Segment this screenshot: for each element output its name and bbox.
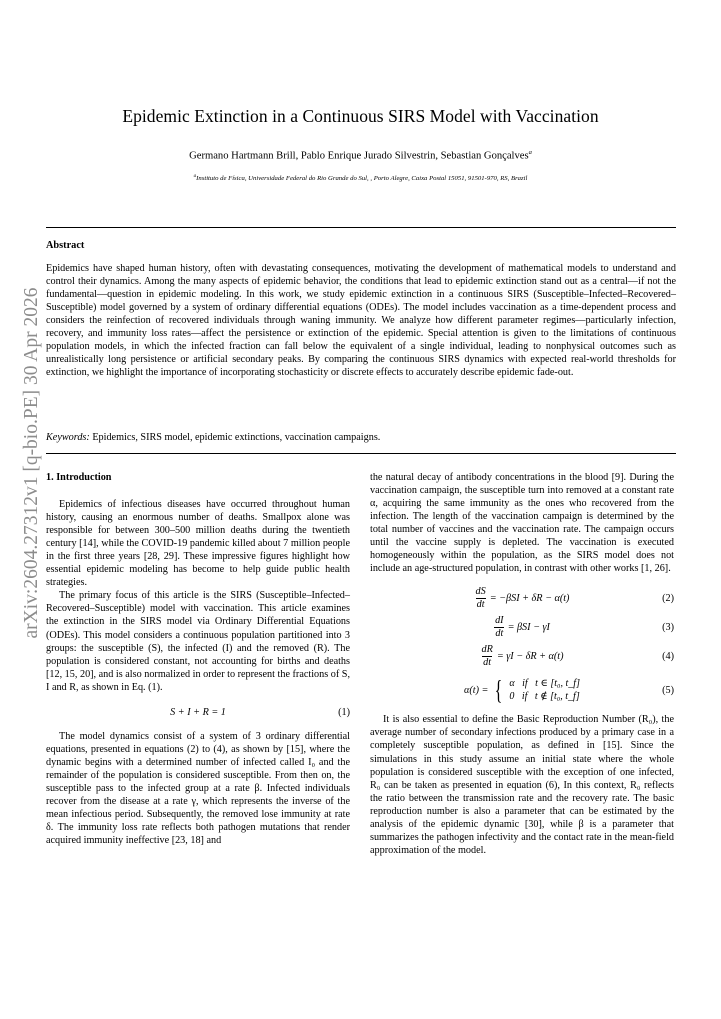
keywords-text: Epidemics, SIRS model, epidemic extinctions, vaccination campaigns.: [92, 432, 381, 443]
affiliation-text: Instituto de Física, Universidade Federal do Rio Grande do Sul, , Porto Alegre, Caixa Postal 15051, 91501-970, RS, Brazil: [196, 175, 528, 183]
abstract-bottom-rule: [46, 453, 676, 454]
affil-marker: a: [193, 174, 197, 179]
affiliation: [0, 174, 721, 182]
equation-4-rhs: = γI − δR + α(t): [496, 650, 564, 662]
intro-paragraph-3: The model dynamics consist of a system of 3 ordinary differential equations, presented in equations (2) to (4), as shown by [15], where the dynamic begins with a determined number of infected called I₀ and the remainder of the population is considered susceptible. From then on, the susceptible pass to the infected group at a rate β. Infected individuals recover from the disease at a rate γ, which represents the inverse of the mean infectious period. Subsequently, the removed lose immunity at rate δ. The immunity loss rate reflects both pathogen mutations that render acquired immunity ineffective [23, 18] and: [46, 730, 350, 847]
equation-3: [370, 614, 674, 640]
equation-5-rows: [509, 677, 580, 703]
equation-4-fraction: [480, 644, 493, 669]
arxiv-identifier[interactable]: arXiv:2604.27312v1 [q-bio.PE] 30 Apr 2026: [21, 287, 42, 639]
abstract-top-rule: [46, 227, 676, 228]
equation-2-denominator: dt: [476, 598, 485, 610]
equation-5-lhs: α(t) =: [464, 684, 489, 696]
equation-5-cases: [492, 674, 580, 705]
keywords-label: Keywords:: [46, 432, 90, 443]
equation-3-numerator: dI: [495, 614, 504, 626]
equation-4-denominator: dt: [483, 656, 492, 668]
paper-title: Epidemic Extinction in a Continuous SIRS Model with Vaccination: [122, 106, 599, 126]
equation-2-number: (2): [662, 592, 674, 604]
abstract-text: Epidemics have shaped human history, often with devastating consequences, motivating the development of mathematical models to understand and control their dynamics. Among the many aspects of epidemic behavior, the conditions that lead to epidemic extinction stand out as a central—if not the fundamental—question in epidemic modeling. In this work, we study epidemic extinction in a continuous SIRS (Susceptible–Infected–Recovered–Susceptible) model governed by a system of ordinary differential equations (ODEs). The model includes vaccination as a time-dependent process and considers the reinfection of recovered individuals through waning immunity. We analyze how different parameter regimes—particularly infection, recovery, and immunity loss rates—affect the persistence or extinction of the epidemic. Special attention is given to the limitations of continuous population models, in which the infected fraction can fall below the equivalent of a single individual, leading to nonphysical outcomes such as unrealistically long persistence or artificial secondary peaks. By comparing the continuous SIRS dynamics with expected real-world thresholds for extinction, we highlight the importance of incorporating stochasticity or discrete effects to accurately describe epidemic fade-out.: [46, 263, 676, 379]
equation-5-row-2: 0 if t ∉ [t₀, t_f]: [509, 691, 580, 703]
author-affil-marker: a: [528, 149, 532, 156]
equation-4: [370, 643, 674, 669]
left-column: [46, 471, 350, 847]
right-column: [370, 471, 674, 857]
left-brace-glyph: {: [495, 674, 503, 705]
equation-3-number: (3): [662, 621, 674, 633]
author-list: [0, 149, 721, 162]
abstract-heading: Abstract: [46, 240, 85, 251]
equation-1: [46, 700, 350, 726]
equation-1-number: (1): [338, 707, 350, 719]
equation-5: [370, 675, 674, 705]
intro-paragraph-1: Epidemics of infectious diseases have occurred throughout human history, causing an enormous number of deaths. Smallpox alone was responsible for between 300–500 million deaths during the twentieth century [14], while the COVID-19 pandemic killed about 7 million people in the first three years [28, 29]. These impressive figures highlight how essential epidemic modeling has become to help guide public health strategies.: [46, 499, 350, 589]
equation-3-rhs: = βSI − γI: [507, 621, 550, 633]
equation-1-body: S + I + R = 1: [170, 707, 226, 719]
section-heading-introduction: 1. Introduction: [46, 472, 112, 483]
equation-2-fraction: [475, 586, 487, 611]
author-names: Germano Hartmann Brill, Pablo Enrique Jurado Silvestrin, Sebastian Gonçalves: [189, 150, 529, 162]
equation-2-rhs: = −βSI + δR − α(t): [489, 592, 570, 604]
keywords-line: [46, 432, 676, 443]
equation-4-number: (4): [662, 650, 674, 662]
equation-2-numerator: dS: [475, 585, 486, 597]
equation-5-number: (5): [662, 684, 674, 696]
intro-paragraph-4: the natural decay of antibody concentrations in the blood [9]. During the vaccination campaign, the susceptible turn into removed at a constant rate α, acquiring the same immunity as the ones who recovered from the infection. The length of the vaccination campaign is determined by the total number of vaccines and the vaccination rate. The campaign occurs until the vaccine supply is depleted. The vaccination is executed homogeneously within the population, as the SIRS model does not include an age-structured population, in contrast with other works [1, 26].: [370, 472, 674, 575]
equation-2: [370, 585, 674, 611]
equation-3-fraction: [494, 615, 505, 640]
intro-paragraph-5: It is also essential to define the Basic Reproduction Number (R₀), the average number of secondary infections produced by a primary case in a completely susceptible population, as defined in [15]. Since the simulations in this study assume an initial state where the whole population is considered susceptible with the exception of one infected, R₀ can be taken as presented in equation (6), In this context, R₀ reflects the ratio between the transmission rate and the recovery rate. The basic reproduction number is also a parameter that can be estimated by the analysis of the epidemic dynamic [30], while β is a parameter that summarizes the pathogen infectivity and the contact rate in the mean-field approximation of the model.: [370, 714, 674, 856]
equation-5-row-1: α if t ∈ [t₀, t_f]: [509, 678, 580, 690]
equation-4-numerator: dR: [481, 643, 493, 655]
intro-paragraph-2: The primary focus of this article is the SIRS (Susceptible–Infected–Recovered–Susceptible) model with vaccination. This article examines the extinction in the SIRS model via Ordinary Differential Equations (ODEs). This model considers a continuous population partitioned into 3 groups: the susceptible (S), the infected (I) and the removed (R). The population is considered constant, not accounting for births and deaths [12, 15, 20], and is also normalized in order to represent the fractions of S, I and R, as shown in Eq. (1).: [46, 590, 350, 693]
equation-3-denominator: dt: [495, 627, 504, 639]
